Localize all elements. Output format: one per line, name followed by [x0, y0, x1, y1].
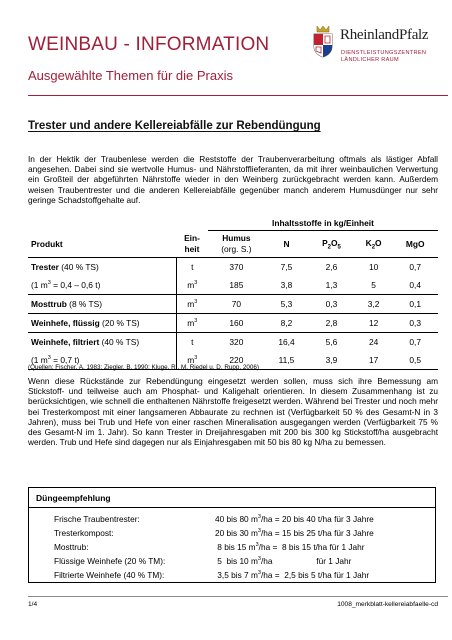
recommendation-label: Tresterkompost: — [54, 528, 114, 538]
recommendation-title: Düngeempfehlung — [36, 493, 111, 503]
cell-product: Weinhefe, flüssig (20 % TS) — [31, 318, 140, 328]
cell-product: (1 $m^3 = 0,7$ t) — [31, 355, 80, 365]
header-humus: Humus (org. S.) — [221, 233, 252, 254]
cell-p2o5: 1,3 — [325, 280, 338, 290]
logo-subline: DIENSTLEISTUNGSZENTREN LÄNDLICHER RAUM — [341, 50, 427, 63]
recommendation-label: Filtrierte Weinhefe (40 % TM): — [54, 570, 165, 580]
header-k2o: $K_2O$ — [365, 237, 382, 251]
table-header-row — [28, 231, 438, 258]
cell-humus: 160 — [229, 318, 244, 328]
cell-mgo: 0,4 — [409, 280, 422, 290]
recommendation-label: Flüssige Weinhefe (20 % TM): — [54, 556, 166, 566]
recommendation-label: Frische Traubentrester: — [54, 514, 140, 524]
cell-n: 8,2 — [280, 318, 293, 328]
cell-p2o5: 3,9 — [325, 355, 338, 365]
cell-k2o: 12 — [368, 318, 379, 328]
cell-n: 7,5 — [280, 262, 293, 272]
cell-unit: $m^3$ — [176, 351, 208, 370]
header-title: WEINBAU - INFORMATION — [28, 34, 270, 55]
table-row — [28, 314, 438, 333]
cell-mgo: 0,7 — [409, 262, 422, 272]
cell-unit: $m^3$ — [176, 276, 208, 295]
footer-divider — [28, 596, 448, 597]
cell-n: 5,3 — [280, 299, 293, 309]
recommendation-value: 8 bis 15 $m^3/ha = 8$ bis 15 t/ha für 1 Jahr — [215, 542, 365, 552]
cell-k2o: 24 — [368, 337, 379, 347]
cell-product: Weinhefe, filtriert (40 % TS) — [31, 337, 140, 347]
cell-k2o: 17 — [368, 355, 379, 365]
cell-mgo: 0,1 — [409, 299, 422, 309]
header-mgo: MgO — [405, 239, 425, 249]
header-subtitle: Ausgewählte Themen für die Praxis — [28, 68, 233, 83]
cell-k2o: 3,2 — [367, 299, 380, 309]
recommendation-label: Mosttrub: — [54, 542, 89, 552]
cell-p2o5: 5,6 — [325, 337, 338, 347]
page-number: 1/4 — [28, 601, 38, 608]
cell-product: Mosttrub (8 % TS) — [31, 299, 103, 309]
cell-mgo: 0,7 — [409, 337, 422, 347]
cell-humus: 370 — [229, 262, 244, 272]
recommendation-value: 3,5 bis 7 $m^3/ha = 2,5$ bis 5 t/ha für 1 Jahr — [215, 570, 370, 580]
cell-mgo: 0,5 — [409, 355, 422, 365]
cell-product: Trester (40 % TS) — [31, 262, 99, 272]
recommendation-box — [28, 487, 436, 583]
header-unit: Ein- heit — [184, 232, 200, 254]
header-n: N — [283, 239, 290, 249]
header-p2o5: $P_2O_5$ — [322, 237, 341, 251]
cell-humus: 185 — [229, 280, 244, 290]
rlp-crest-icon — [312, 24, 334, 58]
cell-n: 16,4 — [278, 337, 295, 347]
cell-p2o5: 2,8 — [325, 318, 338, 328]
cell-humus: 70 — [231, 299, 242, 309]
intro-paragraph: In der Hektik der Traubenlese werden die Reststoffe der Traubenverarbeitung oftmals als lästiger Abfall angesehen. Dabei sind sie wertvolle Humus- und Nährstofflieferanten, da mit ihrer weinbaulichen Verwertung ein Großteil der abgeführten Nährstoffe wieder in den Weinberg zurückgebracht werden kann. Außerdem weisen Traubentrester und die anderen Kellereiabfälle gegenüber manch anderem Humusdünger nur sehr geringe Schadstoffgehalte auf. — [28, 154, 438, 205]
cell-humus: 220 — [229, 355, 244, 365]
table-row — [28, 276, 438, 295]
group-header: Inhaltsstoffe in kg/Einheit — [208, 216, 438, 231]
cell-product: (1 $m^3 = 0,4 - 0,6$ t) — [31, 280, 101, 290]
cell-unit: t — [176, 258, 208, 277]
cell-n: 3,8 — [280, 280, 293, 290]
recommendation-divider — [29, 507, 435, 508]
cell-p2o5: 2,6 — [325, 262, 338, 272]
table-row — [28, 333, 438, 352]
footer-filename: 1008_merkblatt-kellereiabfaelle-cd — [337, 601, 438, 608]
nutrient-table — [28, 216, 438, 370]
table-group-header-row — [28, 216, 438, 231]
logo-wordmark: RheinlandPfalz — [340, 27, 429, 43]
header-divider — [28, 95, 448, 96]
cell-unit: $m^3$ — [176, 295, 208, 314]
header-product: Produkt — [31, 238, 63, 249]
cell-k2o: 10 — [368, 262, 379, 272]
body-paragraph: Wenn diese Rückstände zur Rebendüngung eingesetzt werden sollen, muss sich ihre Bemessung am Stickstoff- und teilweise auch am Phosphat- und Kaligehalt orientieren. In diesem Zusammenhang ist zu berücksichtigen, wie schnell die enthaltenen Nährstoffe freigesetzt werden. Während bei Trester und noch mehr bei Tresterkompost mit einer langsameren Abbaurate zu rechnen ist (Verfügbarkeit 50 % des Gesamt-N in 3 Jahren), muss bei Trub und Hefe von einer raschen Mineralisation ausgegangen werden (Verfügbarkeit 75 % des Gesamt-N im 1. Jahr). So kann Trester in Dreijahresgaben mit 200 bis 300 kg Stickstoff/ha ausgebracht werden. Trub und Hefe sind dagegen nur als Einjahresgaben mit 50 bis 80 kg N/ha zu bemessen. — [28, 376, 438, 448]
recommendation-value: 40 bis 80 $m^3/ha = 20$ bis 40 t/ha für 3 Jahre — [215, 514, 374, 524]
cell-mgo: 0,3 — [409, 318, 422, 328]
cell-unit: t — [176, 333, 208, 352]
cell-humus: 320 — [229, 337, 244, 347]
cell-n: 11,5 — [278, 355, 295, 365]
document-title: Trester und andere Kellereiabfälle zur Rebendüngung — [28, 120, 321, 132]
cell-k2o: 5 — [371, 280, 376, 290]
sources-note: (Quellen: Fischer, A. 1983; Ziegler, B. 1990; Kluge, R., M. Riedel u. D. Rupp, 2006) — [28, 364, 260, 371]
recommendation-value: 5 bis 10 $m^3/ha$ für 1 Jahr — [215, 556, 352, 566]
cell-p2o5: 0,3 — [325, 299, 338, 309]
table-row — [28, 295, 438, 314]
table-row — [28, 258, 438, 277]
cell-unit: $m^3$ — [176, 314, 208, 333]
recommendation-value: 20 bis 30 $m^3/ha = 15$ bis 25 t/ha für 3 Jahre — [215, 528, 374, 538]
